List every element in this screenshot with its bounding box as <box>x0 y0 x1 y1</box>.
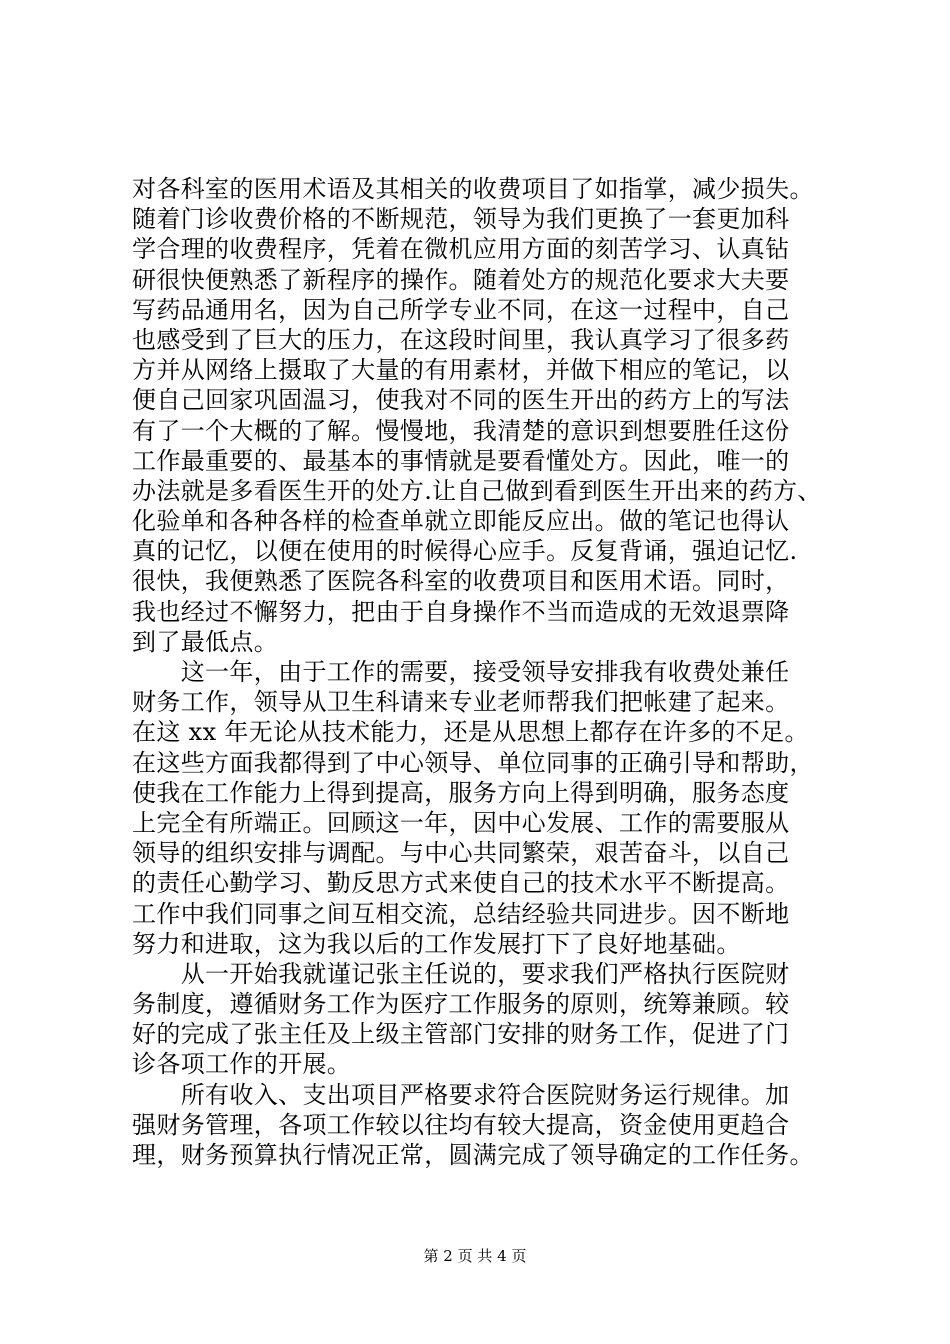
text-line: 有了一个大概的了解。慢慢地，我清楚的意识到想要胜任这份 <box>132 416 790 445</box>
text-line: 研很快便熟悉了新程序的操作。随着处方的规范化要求大夫要 <box>132 265 790 294</box>
text-line: 我也经过不懈努力，把由于自身操作不当而造成的无效退票降 <box>132 597 790 626</box>
text-line: 努力和进取，这为我以后的工作发展打下了良好地基础。 <box>132 929 741 958</box>
text-line: 对各科室的医用术语及其相关的收费项目了如指掌，减少损失。 <box>132 175 814 203</box>
text-line: 在这些方面我都得到了中心领导、单位同事的正确引导和帮助， <box>132 748 814 777</box>
page-footer: 第 2 页 共 4 页 <box>423 1247 527 1265</box>
text-line: 工作最重要的、最基本的事情就是要看懂处方。因此，唯一的 <box>132 446 790 475</box>
text-line: 也感受到了巨大的压力，在这段时间里，我认真学习了很多药 <box>132 325 790 354</box>
text-line: 真的记忆，以便在使用的时候得心应手。反复背诵，强迫记忆. <box>132 537 798 566</box>
text-line: 的责任心勤学习、勤反思方式来使自己的技术水平不断提高。 <box>132 869 790 898</box>
text-line: 从一开始我就谨记张主任说的，要求我们严格执行医院财 <box>132 959 790 988</box>
text-line: 很快，我便熟悉了医院各科室的收费项目和医用术语。同时， <box>132 567 790 596</box>
text-line: 领导的组织安排与调配。与中心共同繁荣，艰苦奋斗，以自己 <box>132 839 790 868</box>
text-line: 在这 xx 年无论从技术能力，还是从思想上都存在许多的不足。 <box>132 718 809 747</box>
text-line: 工作中我们同事之间互相交流，总结经验共同进步。因不断地 <box>132 899 790 928</box>
text-line: 好的完成了张主任及上级主管部门安排的财务工作，促进了门 <box>132 1020 790 1049</box>
text-line: 这一年，由于工作的需要，接受领导安排我有收费处兼任 <box>132 658 790 686</box>
text-line: 上完全有所端正。回顾这一年，因中心发展、工作的需要服从 <box>132 808 790 837</box>
text-line: 诊各项工作的开展。 <box>132 1050 352 1079</box>
text-line: 学合理的收费程序，凭着在微机应用方面的刻苦学习、认真钻 <box>132 235 790 264</box>
text-line: 财务工作，领导从卫生科请来专业老师帮我们把帐建了起来。 <box>132 688 790 717</box>
text-line: 随着门诊收费价格的不断规范，领导为我们更换了一套更加科 <box>132 205 790 234</box>
body-text <box>132 174 832 1170</box>
text-line: 所有收入、支出项目严格要求符合医院财务运行规律。加 <box>132 1080 790 1109</box>
text-line: 到了最低点。 <box>132 627 279 656</box>
text-line: 便自己回家巩固温习，使我对不同的医生开出的药方上的写法 <box>132 386 790 415</box>
text-line: 办法就是多看医生开的处方.让自己做到看到医生开出来的药方、 <box>132 476 822 505</box>
text-line: 化验单和各种各样的检查单就立即能反应出。做的笔记也得认 <box>132 507 790 536</box>
text-line: 写药品通用名，因为自己所学专业不同，在这一过程中，自己 <box>132 295 790 324</box>
text-line: 理，财务预算执行情况正常，圆满完成了领导确定的工作任务。 <box>132 1141 814 1169</box>
text-line: 方并从网络上摄取了大量的有用素材，并做下相应的笔记，以 <box>132 356 790 385</box>
text-line: 强财务管理，各项工作较以往均有较大提高，资金使用更趋合 <box>132 1110 790 1139</box>
text-line: 使我在工作能力上得到提高，服务方向上得到明确，服务态度 <box>132 778 790 807</box>
text-line: 务制度，遵循财务工作为医疗工作服务的原则，统筹兼顾。较 <box>132 990 790 1019</box>
